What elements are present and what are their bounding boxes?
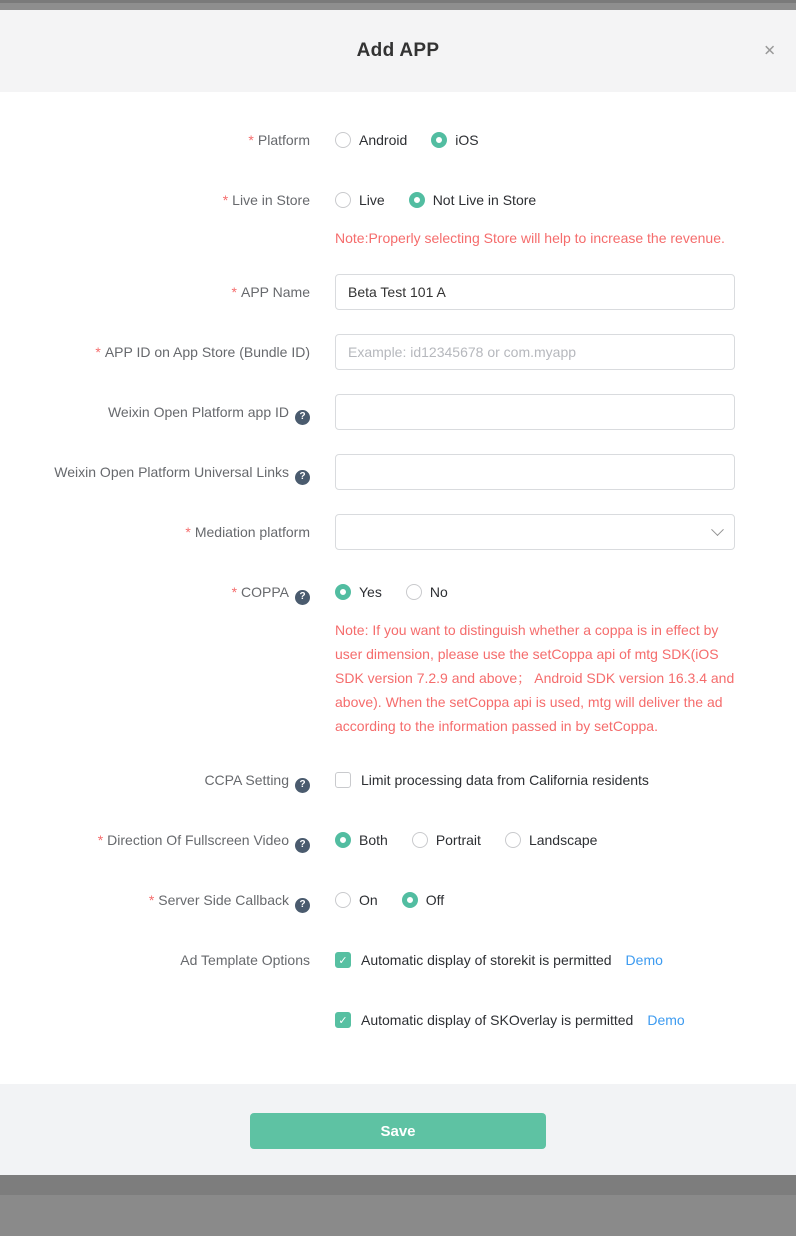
radio-unselected-icon <box>412 832 428 848</box>
form-row-weixin-universal-links <box>0 454 796 490</box>
radio-label: Yes <box>359 584 382 600</box>
app-name-input[interactable] <box>335 274 735 310</box>
required-marker: * <box>148 892 155 908</box>
weixin-universal-links-label: Weixin Open Platform Universal Links ? <box>0 454 310 490</box>
coppa-label: * COPPA ? <box>0 574 310 738</box>
radio-coppa-no[interactable] <box>406 584 448 600</box>
skoverlay-demo-link[interactable]: Demo <box>647 1012 685 1028</box>
radio-label: Live <box>359 192 385 208</box>
help-icon[interactable]: ? <box>295 778 310 793</box>
radio-selected-icon <box>431 132 447 148</box>
direction-label: * Direction Of Fullscreen Video ? <box>0 822 310 858</box>
radio-label: Off <box>425 892 445 908</box>
radio-selected-icon <box>402 892 418 908</box>
form-row-live-in-store <box>0 182 796 250</box>
modal-footer <box>0 1084 796 1175</box>
radio-label: Android <box>359 132 408 148</box>
radio-label: iOS <box>455 132 479 148</box>
radio-label: Landscape <box>528 832 598 848</box>
form-row-app-name <box>0 274 796 310</box>
radio-direction-portrait[interactable] <box>412 832 481 848</box>
form-row-platform <box>0 122 796 158</box>
form-row-app-id <box>0 334 796 370</box>
form-row-mediation-platform <box>0 514 796 550</box>
skoverlay-checkbox[interactable] <box>335 1012 633 1028</box>
app-id-label: * APP ID on App Store (Bundle ID) <box>95 344 310 360</box>
required-marker: * <box>222 192 229 208</box>
radio-coppa-yes[interactable] <box>335 584 382 600</box>
app-name-label: * APP Name <box>231 284 310 300</box>
required-marker: * <box>95 344 101 360</box>
form-row-coppa <box>0 574 796 738</box>
help-icon[interactable]: ? <box>295 898 310 913</box>
form-row-ccpa <box>0 762 796 798</box>
required-marker: * <box>185 524 191 540</box>
platform-label: * Platform <box>248 132 310 148</box>
checkbox-unchecked-icon <box>335 772 351 788</box>
radio-unselected-icon <box>406 584 422 600</box>
modal-title: Add APP <box>356 40 440 61</box>
checkbox-checked-icon: ✓ <box>335 952 351 968</box>
coppa-note: Note: If you want to distinguish whether a coppa is in effect by user dimension, please use the setCoppa api of mtg SDK(iOS SDK version 7.2.9 and above； Android SDK version 16.3.4 and above). When the setCoppa api is used, mtg will deliver the ad according to the information passed in by setCoppa. <box>335 622 735 734</box>
live-in-store-note: Note:Properly selecting Store will help to increase the revenue. <box>335 230 725 246</box>
radio-label: On <box>359 892 378 908</box>
radio-selected-icon <box>335 832 351 848</box>
modal-body <box>0 92 796 1084</box>
form-row-ad-template <box>0 942 796 1038</box>
help-icon[interactable]: ? <box>295 410 310 425</box>
ad-template-label: Ad Template Options <box>180 952 310 968</box>
mediation-platform-select[interactable] <box>335 514 735 550</box>
form-row-direction <box>0 822 796 858</box>
weixin-universal-links-input[interactable] <box>335 454 735 490</box>
checkbox-label: Automatic display of storekit is permitted <box>361 952 612 968</box>
checkbox-checked-icon: ✓ <box>335 1012 351 1028</box>
help-icon[interactable]: ? <box>295 838 310 853</box>
chevron-down-icon <box>711 523 724 536</box>
weixin-app-id-label: Weixin Open Platform app ID ? <box>0 394 310 430</box>
required-marker: * <box>248 132 254 148</box>
help-icon[interactable]: ? <box>295 590 310 605</box>
ccpa-checkbox[interactable] <box>335 772 649 788</box>
radio-unselected-icon <box>335 132 351 148</box>
radio-unselected-icon <box>335 192 351 208</box>
radio-platform-ios[interactable] <box>431 132 478 148</box>
required-marker: * <box>231 584 238 600</box>
server-callback-label: * Server Side Callback ? <box>0 882 310 918</box>
radio-selected-icon <box>409 192 425 208</box>
close-icon[interactable]: ✕ <box>763 42 776 60</box>
radio-callback-off[interactable] <box>402 892 444 908</box>
modal-header <box>0 10 796 92</box>
required-marker: * <box>97 832 104 848</box>
checkbox-label: Limit processing data from California residents <box>361 772 649 788</box>
mediation-platform-label: * Mediation platform <box>185 524 310 540</box>
page-background-bottom <box>0 1175 796 1195</box>
storekit-demo-link[interactable]: Demo <box>625 952 663 968</box>
radio-selected-icon <box>335 584 351 600</box>
radio-platform-android[interactable] <box>335 132 407 148</box>
page-background-top <box>0 0 796 10</box>
radio-label: Not Live in Store <box>432 192 537 208</box>
live-in-store-label: * Live in Store <box>222 192 310 208</box>
radio-direction-landscape[interactable] <box>505 832 598 848</box>
radio-not-live-in-store[interactable] <box>409 192 537 208</box>
weixin-app-id-input[interactable] <box>335 394 735 430</box>
add-app-modal <box>0 10 796 1175</box>
storekit-checkbox[interactable] <box>335 952 612 968</box>
radio-unselected-icon <box>505 832 521 848</box>
checkbox-label: Automatic display of SKOverlay is permitted <box>361 1012 634 1028</box>
radio-live[interactable] <box>335 192 385 208</box>
radio-label: No <box>429 584 448 600</box>
save-button[interactable]: Save <box>250 1113 546 1149</box>
app-id-input[interactable] <box>335 334 735 370</box>
form-row-weixin-app-id <box>0 394 796 430</box>
help-icon[interactable]: ? <box>295 470 310 485</box>
radio-unselected-icon <box>335 892 351 908</box>
radio-callback-on[interactable] <box>335 892 378 908</box>
required-marker: * <box>231 284 237 300</box>
radio-direction-both[interactable] <box>335 832 388 848</box>
ccpa-label: CCPA Setting ? <box>0 762 310 798</box>
form-row-server-callback <box>0 882 796 918</box>
radio-label: Portrait <box>435 832 481 848</box>
radio-label: Both <box>359 832 388 848</box>
